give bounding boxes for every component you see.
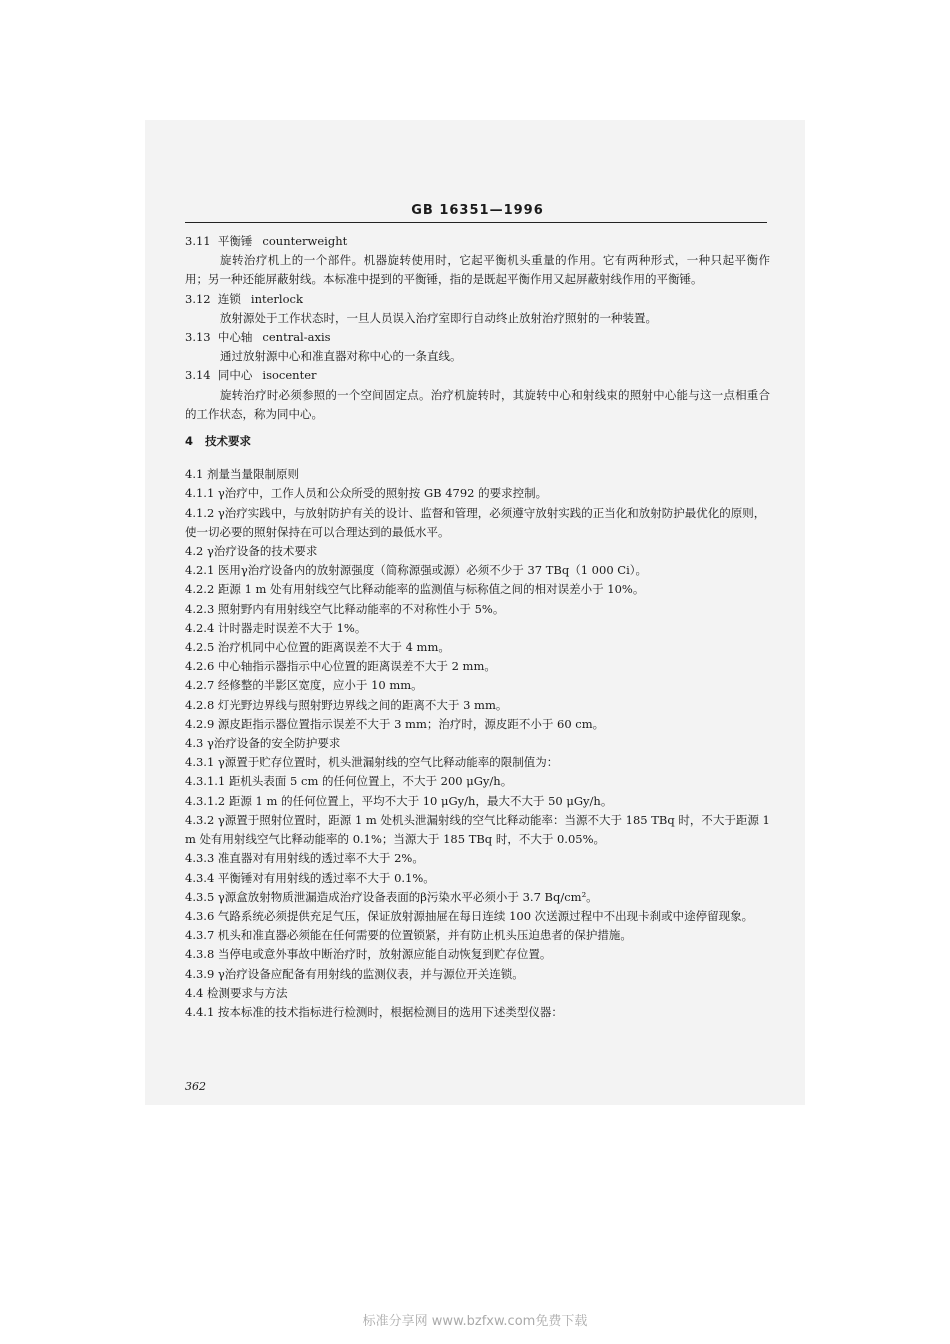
clause-4-2-2: 4.2.2 距源 1 m 处有用射线空气比释动能率的监测值与标称值之间的相对误差小于 10%。 — [185, 582, 645, 597]
clause-4-2-3: 4.2.3 照射野内有用射线空气比释动能率的不对称性小于 5%。 — [185, 601, 505, 616]
term-3-11-definition: 旋转治疗机上的一个部件。机器旋转使用时，它起平衡机头重量的作用。它有两种形式，一种只起平衡作用；另一种还能屏蔽射线。本标准中提到的平衡锤，指的是既起平衡作用又起屏蔽射线作用的平衡锤。 — [185, 253, 770, 287]
clause-4-3-6: 4.3.6 气路系统必须提供充足气压，保证放射源抽屉在每日连续 100 次送源过程中不出现卡刹或中途停留现象。 — [185, 908, 754, 923]
clause-4-2-8: 4.2.8 灯光野边界线与照射野边界线之间的距离不大于 3 mm。 — [185, 697, 508, 712]
clause-4-2-7: 4.2.7 经修整的半影区宽度，应小于 10 mm。 — [185, 678, 423, 693]
clause-4-4-1: 4.4.1 按本标准的技术指标进行检测时，根据检测目的选用下述类型仪器： — [185, 1004, 563, 1019]
standard-header: GB 16351—1996 — [411, 203, 544, 218]
term-3-14-definition: 旋转治疗时必须参照的一个空间固定点。治疗机旋转时，其旋转中心和射线束的照射中心能与这一点相重合的工作状态，称为同中心。 — [185, 387, 770, 421]
term-3-14: 3.14 同中心 isocenter — [185, 368, 317, 383]
clause-4-3-8: 4.3.8 当停电或意外事故中断治疗时，放射源应能自动恢复到贮存位置。 — [185, 947, 552, 962]
clause-4-3-1-1: 4.3.1.1 距机头表面 5 cm 的任何位置上，不大于 200 μGy/h。 — [185, 774, 513, 789]
clause-4-3-9: 4.3.9 γ治疗设备应配备有用射线的监测仪表，并与源位开关连锁。 — [185, 966, 524, 981]
clause-4-2-4: 4.2.4 计时器走时误差不大于 1%。 — [185, 620, 367, 635]
clause-4-1-1: 4.1.1 γ治疗中，工作人员和公众所受的照射按 GB 4792 的要求控制。 — [185, 486, 548, 501]
clause-4-4: 4.4 检测要求与方法 — [185, 985, 288, 1000]
section-4-heading: 4 技术要求 — [185, 434, 252, 449]
clause-4-3-4: 4.3.4 平衡锤对有用射线的透过率不大于 0.1%。 — [185, 870, 435, 885]
clause-4-3-3: 4.3.3 准直器对有用射线的透过率不大于 2%。 — [185, 851, 424, 866]
clause-4-3-5: 4.3.5 γ源盒放射物质泄漏造成治疗设备表面的β污染水平必须小于 3.7 Bq/cm²。 — [185, 889, 598, 904]
clause-4-3-7: 4.3.7 机头和准直器必须能在任何需要的位置锁紧，并有防止机头压迫患者的保护措施。 — [185, 928, 632, 943]
document-body — [185, 232, 770, 1022]
clause-4-3: 4.3 γ治疗设备的安全防护要求 — [185, 736, 341, 751]
clause-4-3-1: 4.3.1 γ源置于贮存位置时，机头泄漏射线的空气比释动能率的限制值为： — [185, 755, 559, 770]
clause-4-2: 4.2 γ治疗设备的技术要求 — [185, 544, 318, 559]
clause-4-3-1-2: 4.3.1.2 距源 1 m 的任何位置上，平均不大于 10 μGy/h，最大不大于 50 μGy/h。 — [185, 793, 613, 808]
clause-4-3-2: 4.3.2 γ源置于照射位置时，距源 1 m 处机头泄漏射线的空气比释动能率：当源不大于 185 TBq 时，不大于距源 1 m 处有用射线空气比释动能率的 0.1%；当源大于 185 TBq 时，不大于 0.05%。 — [185, 812, 770, 847]
page-number: 362 — [185, 1080, 206, 1093]
clause-4-2-6: 4.2.6 中心轴指示器指示中心位置的距离误差不大于 2 mm。 — [185, 659, 496, 674]
clause-4-2-9: 4.2.9 源皮距指示器位置指示误差不大于 3 mm；治疗时，源皮距不小于 60 cm。 — [185, 716, 605, 731]
clause-4-2-5: 4.2.5 治疗机同中心位置的距离误差不大于 4 mm。 — [185, 640, 450, 655]
term-3-12-definition: 放射源处于工作状态时，一旦人员误入治疗室即行自动终止放射治疗照射的一种装置。 — [220, 310, 657, 325]
term-3-12: 3.12 连锁 interlock — [185, 291, 303, 306]
term-3-13-definition: 通过放射源中心和准直器对称中心的一条直线。 — [220, 349, 462, 364]
term-3-11: 3.11 平衡锤 counterweight — [185, 234, 348, 248]
clause-4-1-2: 4.1.2 γ治疗实践中，与放射防护有关的设计、监督和管理，必须遵守放射实践的正当化和放射防护最优化的原则，使一切必要的照射保持在可以合理达到的最低水平。 — [185, 505, 766, 539]
term-3-13: 3.13 中心轴 central-axis — [185, 330, 331, 345]
download-watermark: 标准分享网 www.bzfxw.com免费下载 — [362, 1314, 588, 1329]
header-rule — [185, 222, 767, 223]
clause-4-2-1: 4.2.1 医用γ治疗设备内的放射源强度（简称源强或源）必须不少于 37 TBq（1 000 Ci）。 — [185, 563, 648, 578]
clause-4-1: 4.1 剂量当量限制原则 — [185, 467, 299, 482]
